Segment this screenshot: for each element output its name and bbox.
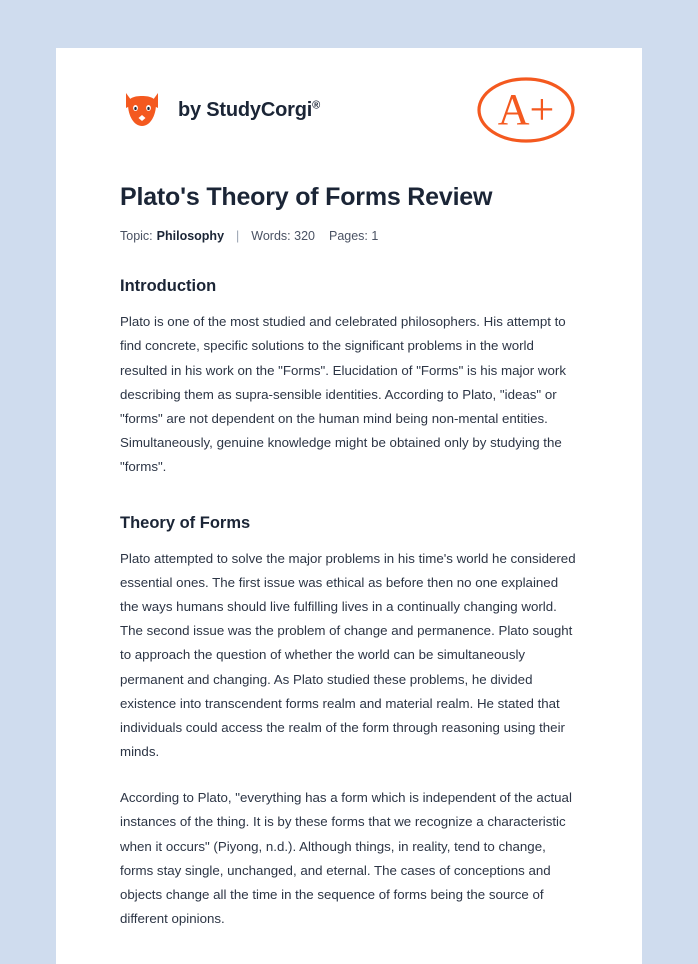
corgi-fox-logo-icon xyxy=(120,88,164,132)
brand[interactable] xyxy=(120,88,320,132)
document-sheet xyxy=(56,48,642,964)
registered-mark: ® xyxy=(312,98,320,111)
section-heading-theory-of-forms: Theory of Forms xyxy=(120,513,251,532)
page-title: Plato's Theory of Forms Review xyxy=(120,183,493,211)
paragraph: Plato is one of the most studied and celebrated philosophers. His attempt to find concrete, specific solutions to the significant problems in the world resulted in his work on the "Forms". Elucidation of "Forms" is his major work describing them as supra-sensible identities. According to Plato, "ideas" or "forms" are not dependent on the human mind being non-mental entities. Simultaneously, genuine knowledge might be obtained only by studying the "forms". xyxy=(120,314,567,475)
document-header xyxy=(120,48,578,144)
brand-name: by StudyCorgi® xyxy=(178,98,320,121)
meta-separator: | xyxy=(236,229,240,244)
section-heading-introduction: Introduction xyxy=(120,277,217,296)
topic-link[interactable]: Philosophy xyxy=(156,229,225,244)
topic-label: Topic: xyxy=(120,229,153,244)
word-count: Words: 320 xyxy=(251,229,315,244)
document-meta xyxy=(120,229,578,243)
page-count: Pages: 1 xyxy=(328,229,379,244)
grade-badge xyxy=(474,73,578,147)
paragraph: Plato attempted to solve the major problems in his time's world he considered essential ones. The first issue was ethical as before then no one explained the ways humans should live fulfilling lives in a continually changing world. The second issue was the problem of change and permanence. Plato sought to approach the question of whether the world can be simultaneously permanent and changing. As Plato studied these problems, he divided existence into transcendent forms realm and material realm. He stated that individuals could access the realm of the form through reasoning using their minds. xyxy=(120,550,576,760)
paragraph: According to Plato, "everything has a form which is independent of the actual instances of the thing. It is by these forms that we recognize a characteristic when it occurs" (Piyong, n.d.). Although things, in reality, tend to change, forms stay single, unchanged, and eternal. The cases of conceptions and objects change all the time in the sequence of forms being the source of different opinions. xyxy=(120,790,572,927)
document-content xyxy=(56,48,642,931)
svg-text:A+: A+ xyxy=(497,85,555,134)
